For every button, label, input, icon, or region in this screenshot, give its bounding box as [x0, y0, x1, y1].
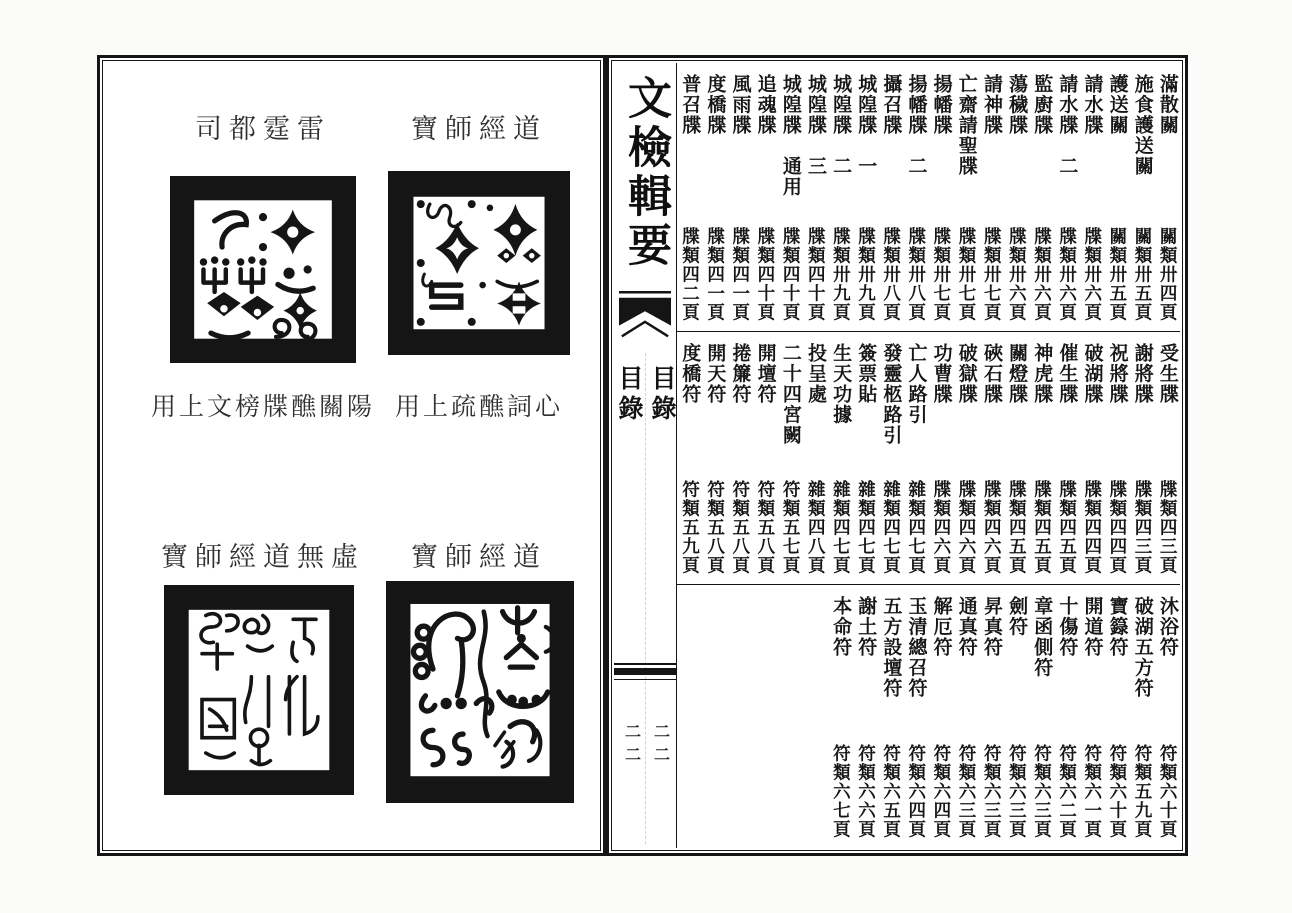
toc-entry-title: 章函側符 [1031, 596, 1053, 678]
toc-entry-page-ref: 符類五九頁 [680, 480, 701, 575]
toc-entry [1079, 332, 1104, 584]
toc-entry-title: 簽票貼 [855, 343, 877, 405]
toc-entry-title: 普召牒 [679, 74, 701, 136]
toc-entry-page-ref: 符類六一頁 [1082, 744, 1103, 839]
seal-caption-top-right: 寶師經道 [411, 114, 547, 144]
toc-entry [1105, 63, 1130, 331]
toc-entry-page-ref: 符類五七頁 [781, 480, 802, 575]
toc-entry [1130, 332, 1155, 584]
toc-entry [878, 332, 903, 584]
toc-entry-title: 功曹牒 [930, 343, 952, 405]
toc-entry [778, 332, 803, 584]
toc-entry-page-ref: 符類六三頁 [982, 744, 1003, 839]
toc-entry [1029, 63, 1054, 331]
toc-entry [803, 332, 828, 584]
toc-entry [903, 585, 928, 848]
toc-entry-title: 五方設壇符 [880, 596, 902, 699]
toc-entry [803, 63, 828, 331]
toc-entry-page-ref: 符類六十頁 [1107, 744, 1128, 839]
right-page [606, 55, 1188, 856]
toc-entry [1155, 585, 1180, 848]
toc-entry [954, 585, 979, 848]
spine-divider [614, 663, 676, 680]
toc-entry-page-ref: 牒類四十頁 [755, 227, 776, 322]
toc-entry [979, 63, 1004, 331]
toc-entry [853, 585, 878, 848]
section-label-outer: 目錄 [615, 365, 642, 425]
toc-band-dié-guān [677, 63, 1180, 331]
toc-entry [677, 332, 702, 584]
toc-entry-title: 祝將牒 [1106, 343, 1128, 405]
folio-number-outer: 二二 [622, 723, 640, 769]
toc-entry-title: 催生牒 [1056, 343, 1078, 405]
toc-entry-page-ref: 牒類四二頁 [680, 227, 701, 322]
toc-entry [878, 585, 903, 848]
toc-entry-page-ref: 牒類卅七頁 [957, 227, 978, 322]
toc-entry-title: 破湖五方符 [1131, 596, 1153, 699]
toc-entry-title: 城隍牒 二 [830, 74, 852, 177]
toc-entry-title: 玉清總召符 [905, 596, 927, 699]
toc-entry-page-ref: 牒類四六頁 [931, 480, 952, 575]
toc-entry [1105, 585, 1130, 848]
toc-entry [1054, 63, 1079, 331]
toc-entry-page-ref: 牒類四三頁 [1158, 480, 1179, 575]
toc-entry-title: 施食護送關 [1131, 74, 1153, 177]
toc-entry [702, 332, 727, 584]
toc-entry-page-ref: 牒類卅八頁 [881, 227, 902, 322]
toc-entry-page-ref: 牒類四一頁 [705, 227, 726, 322]
toc-entry-title: 請水牒 二 [1056, 74, 1078, 177]
toc-entry-page-ref: 牒類四四頁 [1082, 480, 1103, 575]
toc-entry-title: 開天符 [704, 343, 726, 405]
toc-entry-title: 關燈牒 [1006, 343, 1028, 405]
toc-entry [1054, 585, 1079, 848]
toc-entry-page-ref: 牒類卅六頁 [1082, 227, 1103, 322]
toc-entry [1155, 332, 1180, 584]
toc-entry [828, 63, 853, 331]
seal-image-bottom-right [386, 581, 574, 803]
toc-entry-title: 發靈柩路引 [880, 343, 902, 446]
toc-entry [853, 332, 878, 584]
toc-entry [753, 332, 778, 584]
toc-entry-title: 請神牒 [980, 74, 1002, 136]
toc-entry-page-ref: 雜類四七頁 [856, 480, 877, 575]
toc-entry [727, 332, 752, 584]
toc-entry-page-ref: 符類六五頁 [881, 744, 902, 839]
toc-entry-title: 城隍牒 一 [855, 74, 877, 177]
toc-entry-page-ref: 雜類四七頁 [881, 480, 902, 575]
toc-entry [1004, 63, 1029, 331]
toc-entry-title: 風雨牒 [729, 74, 751, 136]
toc-entry-page-ref: 牒類四十頁 [806, 227, 827, 322]
folio-page-numbers [614, 723, 676, 769]
seal-caption-below-top-left: 用上文榜牒醮關陽 [150, 394, 375, 421]
toc-entry [727, 63, 752, 331]
toc-entry [1054, 332, 1079, 584]
toc-entry-page-ref: 符類六三頁 [957, 744, 978, 839]
toc-entry [903, 332, 928, 584]
toc-entry [979, 332, 1004, 584]
toc-entry [1130, 63, 1155, 331]
seal-image-top-left [170, 176, 356, 363]
toc-entry-title: 開道符 [1081, 596, 1103, 658]
toc-entry [903, 63, 928, 331]
toc-entry [1079, 63, 1104, 331]
toc-entry-title: 謝將牒 [1131, 343, 1153, 405]
toc-entry-title: 二十四宮闕 [779, 343, 801, 446]
toc-entry-title: 昇真符 [980, 596, 1002, 658]
toc-entry-title: 城隍牒 三 [804, 74, 826, 177]
toc-band-dié-zá-fú [677, 331, 1180, 584]
toc-entry-page-ref: 符類五八頁 [755, 480, 776, 575]
toc-entry-page-ref: 符類六二頁 [1057, 744, 1078, 839]
toc-entry-page-ref: 關類卅五頁 [1107, 227, 1128, 322]
toc-entry-title: 攝召牒 [880, 74, 902, 136]
toc-entry-title: 破獄牒 [955, 343, 977, 405]
toc-entry [929, 63, 954, 331]
toc-entry [1029, 585, 1054, 848]
section-label-inner: 目錄 [648, 365, 675, 425]
toc-entry [954, 63, 979, 331]
toc-entry [1004, 585, 1029, 848]
toc-entry-title: 護送關 [1106, 74, 1128, 136]
toc-entry-page-ref: 牒類四六頁 [982, 480, 1003, 575]
toc-entry-page-ref: 符類六四頁 [906, 744, 927, 839]
toc-entry-page-ref: 牒類四五頁 [1032, 480, 1053, 575]
toc-entry-page-ref: 牒類卅八頁 [906, 227, 927, 322]
toc-entry-page-ref: 關類卅四頁 [1158, 227, 1179, 322]
toc-entry [1105, 332, 1130, 584]
toc-entry [929, 332, 954, 584]
toc-entry [1029, 332, 1054, 584]
toc-entry-title: 本命符 [830, 596, 852, 658]
toc-entry-page-ref: 牒類四一頁 [730, 227, 751, 322]
section-labels [614, 365, 676, 425]
toc-entry-page-ref: 牒類四五頁 [1007, 480, 1028, 575]
toc-entry-page-ref: 牒類四三頁 [1133, 480, 1154, 575]
toc-entry [778, 63, 803, 331]
toc-entry [954, 332, 979, 584]
toc-entry [878, 63, 903, 331]
toc-entry-title: 沐浴符 [1156, 596, 1178, 658]
seal-caption-below-top-right: 用上疏醮詞心 [394, 394, 563, 421]
toc-entry-page-ref: 牒類卅七頁 [982, 227, 1003, 322]
toc-entry-title: 請水牒 [1081, 74, 1103, 136]
toc-entry [828, 585, 853, 848]
toc-entry-page-ref: 雜類四七頁 [831, 480, 852, 575]
toc-entry-title: 捲簾符 [729, 343, 751, 405]
toc-entry-page-ref: 牒類卅六頁 [1057, 227, 1078, 322]
toc-entry-title: 亡人路引 [905, 343, 927, 425]
toc-entry [1155, 63, 1180, 331]
toc-entry-page-ref: 牒類卅七頁 [931, 227, 952, 322]
toc-entry-title: 追魂牒 [754, 74, 776, 136]
seal-caption-top-left: 司都霆雷 [195, 114, 331, 144]
toc-entry-title: 神虎牒 [1031, 343, 1053, 405]
toc-entry-title: 度橋符 [679, 343, 701, 405]
toc-entry-title: 劍符 [1006, 596, 1028, 637]
left-page [97, 55, 606, 856]
toc-entry-title: 十傷符 [1056, 596, 1078, 658]
toc-entry-title: 滿散關 [1156, 74, 1178, 136]
toc-entry-page-ref: 雜類四八頁 [806, 480, 827, 575]
toc-entry-page-ref: 牒類卅六頁 [1007, 227, 1028, 322]
toc-entry-title: 寶籙符 [1106, 596, 1128, 658]
toc-entry [979, 585, 1004, 848]
toc-entry [702, 63, 727, 331]
toc-entry-title: 開壇符 [754, 343, 776, 405]
fishtail-ornament-icon [619, 291, 671, 348]
toc-entry [677, 63, 702, 331]
toc-entry-page-ref: 牒類卅六頁 [1032, 227, 1053, 322]
toc-entry-title: 硤石牒 [980, 343, 1002, 405]
toc-entry-page-ref: 符類五九頁 [1133, 744, 1154, 839]
toc-entry-page-ref: 牒類卅九頁 [831, 227, 852, 322]
toc-entry-title: 城隍牒 通用 [779, 74, 801, 197]
toc-entry-page-ref: 牒類四四頁 [1107, 480, 1128, 575]
toc-entry-page-ref: 符類六四頁 [931, 744, 952, 839]
toc-entry [828, 332, 853, 584]
toc-entry-page-ref: 牒類四五頁 [1057, 480, 1078, 575]
book-title: 文檢輯要 [621, 75, 670, 271]
toc-entry [753, 63, 778, 331]
seal-caption-bottom-left: 寶師經道無虛 [161, 542, 365, 572]
toc-entry [1130, 585, 1155, 848]
toc-entry-page-ref: 符類六七頁 [831, 744, 852, 839]
toc-entry-title: 度橋牒 [704, 74, 726, 136]
toc-entry [1004, 332, 1029, 584]
toc-entry-page-ref: 牒類四十頁 [781, 227, 802, 322]
table-of-contents [677, 63, 1180, 848]
folio-number-inner: 二二 [651, 723, 669, 769]
toc-entry-title: 破湖牒 [1081, 343, 1103, 405]
toc-entry-title: 受生牒 [1156, 343, 1178, 405]
toc-entry-title: 揚幡牒 [930, 74, 952, 136]
toc-entry-title: 通真符 [955, 596, 977, 658]
toc-entry-page-ref: 符類五八頁 [730, 480, 751, 575]
toc-entry-page-ref: 符類六十頁 [1158, 744, 1179, 839]
seal-caption-bottom-right: 寶師經道 [411, 542, 547, 572]
toc-entry-title: 投呈處 [804, 343, 826, 405]
toc-entry-title: 揚幡牒 二 [905, 74, 927, 177]
toc-entry-page-ref: 符類五八頁 [705, 480, 726, 575]
toc-entry [929, 585, 954, 848]
toc-entry [1079, 585, 1104, 848]
toc-entry-title: 生天功據 [830, 343, 852, 425]
seal-image-top-right [388, 171, 570, 355]
toc-entry-title: 蕩穢牒 [1006, 74, 1028, 136]
toc-entry-page-ref: 雜類四七頁 [906, 480, 927, 575]
seal-image-bottom-left [164, 585, 354, 795]
toc-entry-title: 監廚牒 [1031, 74, 1053, 136]
toc-entry-page-ref: 牒類四六頁 [957, 480, 978, 575]
toc-entry [853, 63, 878, 331]
spine-column [614, 63, 677, 848]
toc-entry-page-ref: 符類六三頁 [1007, 744, 1028, 839]
toc-entry-page-ref: 牒類卅九頁 [856, 227, 877, 322]
toc-entry-page-ref: 符類六三頁 [1032, 744, 1053, 839]
toc-entry-title: 亡齋請聖牒 [955, 74, 977, 177]
toc-entry-page-ref: 關類卅五頁 [1133, 227, 1154, 322]
toc-entry-title: 解厄符 [930, 596, 952, 658]
toc-band-fú [677, 584, 1180, 848]
toc-entry-title: 謝土符 [855, 596, 877, 658]
toc-entry-page-ref: 符類六六頁 [856, 744, 877, 839]
